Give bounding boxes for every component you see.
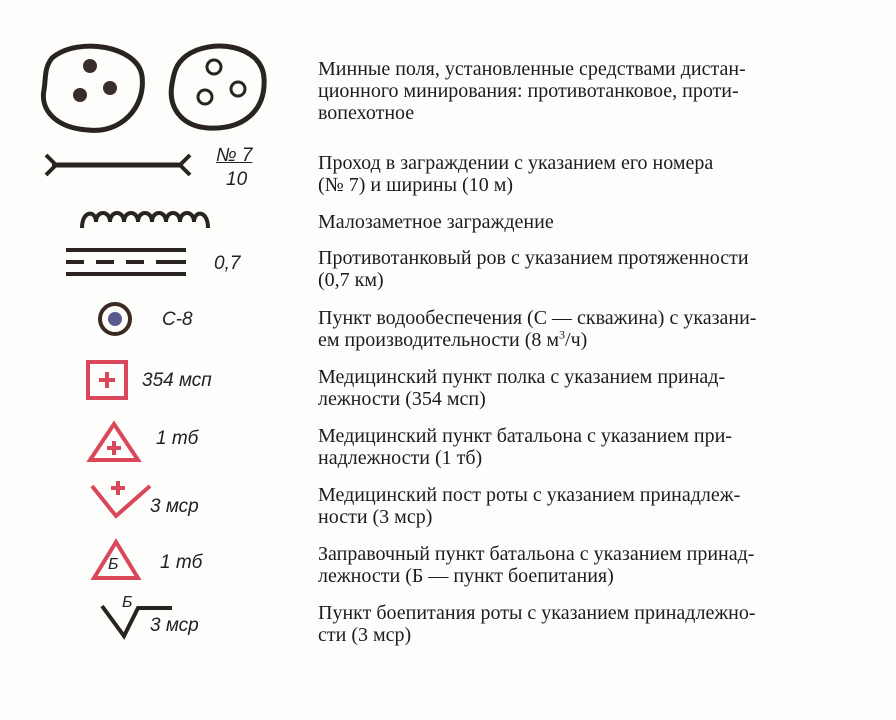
regiment-affiliation-label: 354 мсп [142,370,212,391]
water-description: Пункт водообеспечения (С — скважина) с указани- ем производительности (8 $м^3/ч$) [318,307,757,351]
company-medical-description: Медицинский пост роты с указанием принадлеж- ности (3 мср) [318,484,741,528]
battalion-affiliation-label: 1 тб [156,428,199,449]
water-symbol [0,300,310,340]
battalion-medical-icon [0,418,150,466]
company-medical-affiliation-label: 3 мср [150,496,199,517]
refuel-description: Заправочный пункт батальона с указанием принад- лежности (Б — пункт боепитания) [318,543,755,587]
coil-obstacle-icon [0,200,220,234]
battalion-medical-symbol [0,418,310,466]
water-capacity-label: С-8 [162,309,193,330]
water-well-icon [0,300,150,340]
refuel-letter: Б [108,556,119,573]
passage-icon [0,145,200,195]
regiment-medical-icon [0,358,150,402]
passage-description: Проход в заграждении с указанием его номера (№ 7) и ширины (10 м) [318,152,714,196]
ditch-symbol [0,246,310,280]
ditch-description: Противотанковый ров с указанием протяженности (0,7 км) [318,247,749,291]
battalion-medical-description: Медицинский пункт батальона с указанием при- надлежности (1 тб) [318,425,732,469]
passage-symbol [0,145,310,195]
passage-width-label: 10 [226,169,248,190]
minefield-symbols [0,38,310,138]
regiment-medical-description: Медицинский пункт полка с указанием принад- лежности (354 мсп) [318,366,726,410]
ammo-description: Пункт боепитания роты с указанием принадлежно- сти (3 мср) [318,602,756,646]
minefield-antipersonnel-icon [0,38,310,138]
passage-number-label: № 7 [216,145,253,166]
company-medical-icon [0,474,170,520]
antitank-ditch-icon [0,246,200,280]
obstacle-description: Малозаметное заграждение [318,211,554,233]
ditch-length-label: 0,7 [214,253,241,274]
refuel-affiliation-label: 1 тб [160,552,203,573]
battalion-refuel-icon [0,538,150,584]
ammo-letter: Б [122,594,133,611]
minefield-description: Минные поля, установленные средствами дистан- ционного минирования: противотанковое, проти- вопехотное [318,58,746,124]
ammo-affiliation-label: 3 мср [150,615,199,636]
obstacle-symbol [0,200,310,234]
battalion-refuel-symbol [0,538,310,584]
